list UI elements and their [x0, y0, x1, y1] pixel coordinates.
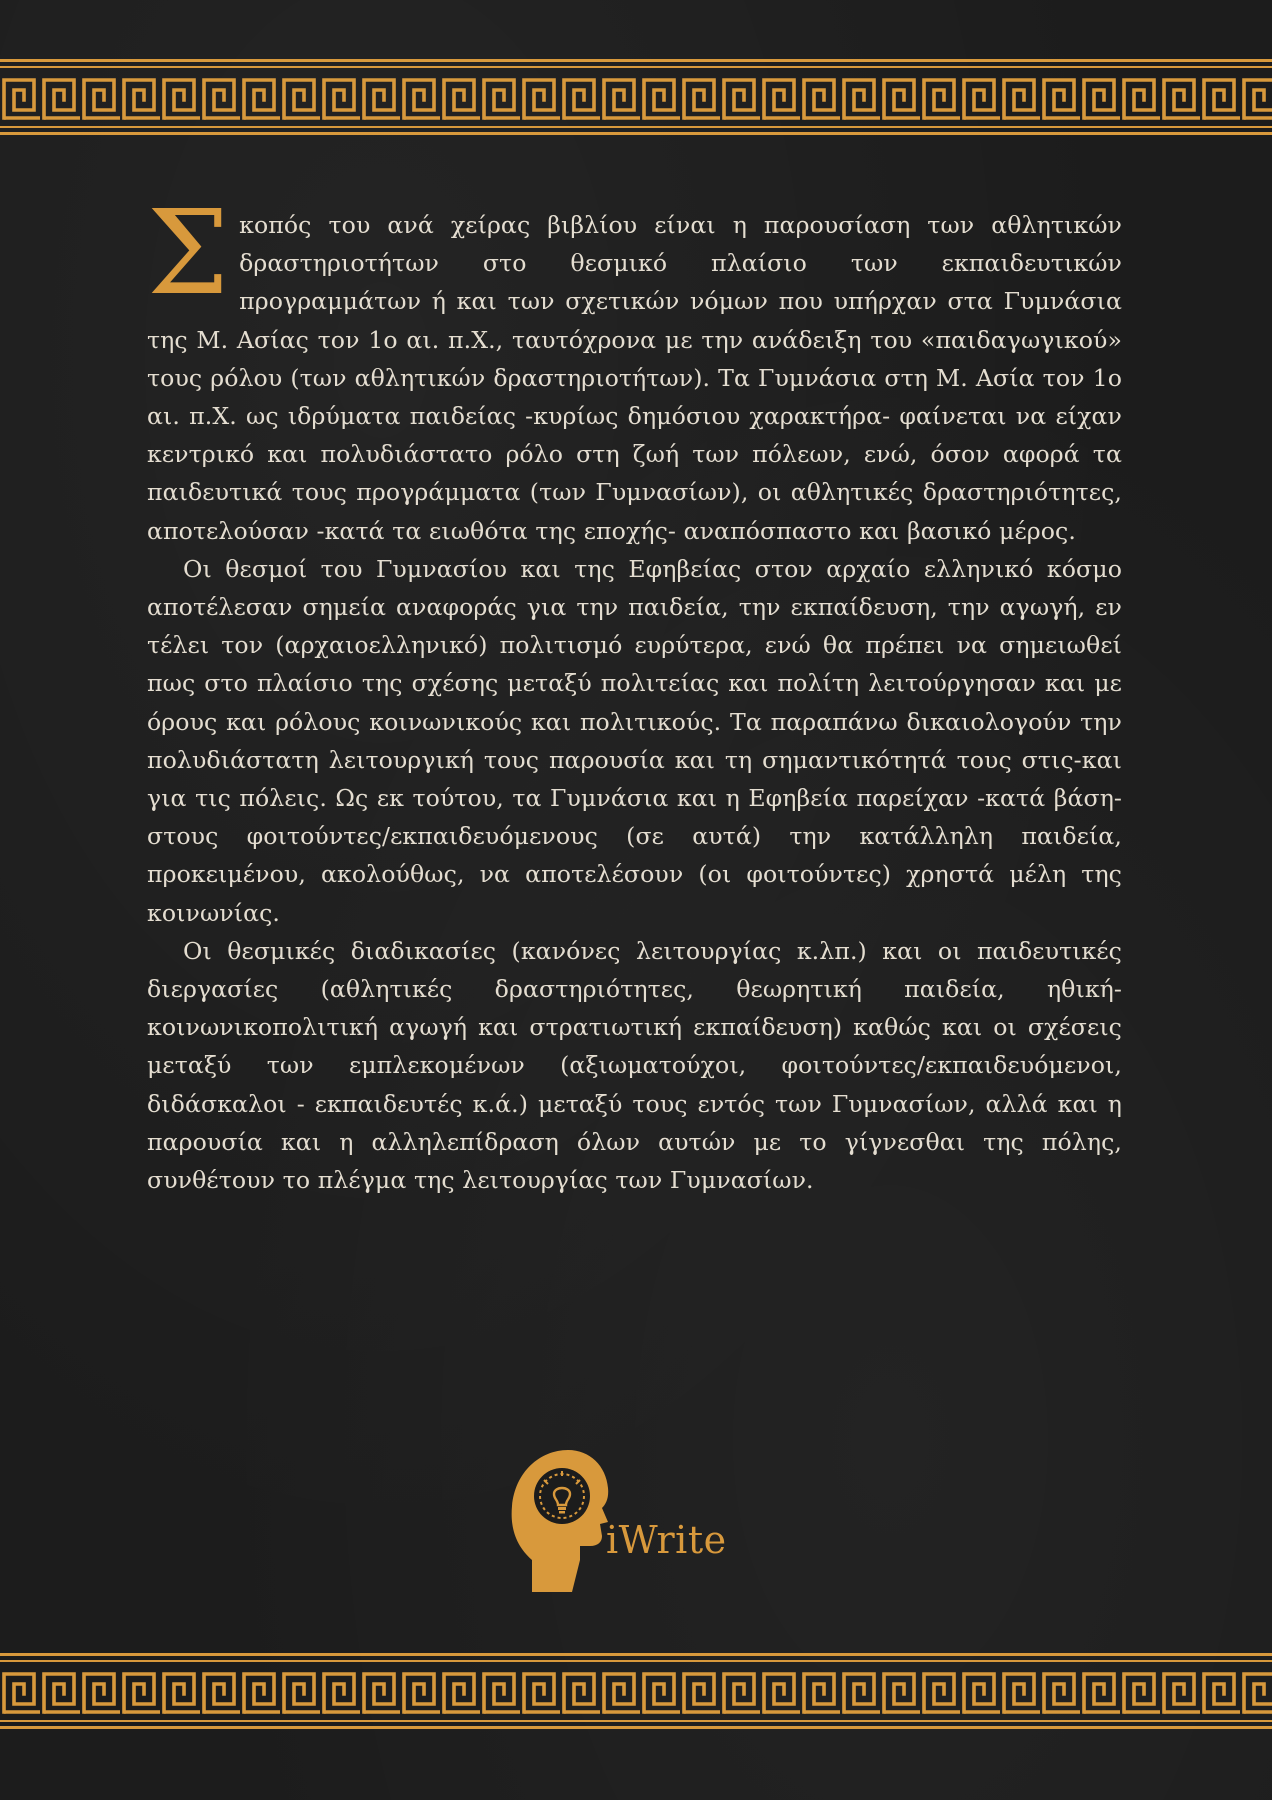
paragraph-1-text: κοπός του ανά χείρας βιβλίου είναι η παρουσίαση των αθλητικών δραστηριοτήτων στο θεσμικό πλαίσιο των εκπαιδευτικών προγραμμάτων ή και των σχετικών νόμων που υπήρχαν στα Γυμνάσια της Μ. Ασίας τον 1ο αι. π.Χ., ταυτόχρονα με την ανάδειξη του «παιδαγωγικού» τους ρόλου (των αθλητικών δραστηριοτήτων). Τα Γυμνάσια στη Μ. Ασία τον 1ο αι. π.Χ. ως ιδρύματα παιδείας -κυρίως δημόσιου χαρακτήρα- φαίνεται να είχαν κεντρικό και πολυδιάστατο ρόλο στη ζωή των πόλεων, ενώ, όσον αφορά τα παιδευτικά τους προγράμματα (των Γυμνασίων), οι αθλητικές δραστηριότητες, αποτελούσαν -κατά τα ειωθότα της εποχής- αναπόσπαστο και βασικό μέρος. — [147, 211, 1122, 545]
head-with-lightbulb-icon — [510, 1442, 610, 1602]
bottom-meander-border — [0, 1652, 1272, 1730]
paragraph-2: Οι θεσμοί του Γυμνασίου και της Εφηβείας στον αρχαίο ελληνικό κόσμο αποτέλεσαν σημεία αναφοράς για την παιδεία, την εκπαίδευση, την αγωγή, εν τέλει τον (αρχαιοελληνικό) πολιτισμό ευρύτερα, ενώ θα πρέπει να σημειωθεί πως στο πλαίσιο της σχέσης μεταξύ πολιτείας και πολίτη λειτούργησαν και με όρους και ρόλους κοινωνικούς και πολιτικούς. Τα παραπάνω δικαιολογούν την πολυδιάστατη λειτουργική τους παρουσία και τη σημαντικότητά τους στις-και για τις πόλεις. Ως εκ τούτου, τα Γυμνάσια και η Εφηβεία παρείχαν -κατά βάση- στους φοιτούντες/εκπαιδευόμενους (σε αυτά) την κατάλληλη παιδεία, προκειμένου, ακολούθως, να αποτελέσουν (οι φοιτούντες) χρηστά μέλη της κοινωνίας. — [147, 554, 1122, 927]
publisher-name: iWrite — [606, 1518, 727, 1562]
back-cover-text — [147, 186, 1122, 1199]
top-meander-border — [0, 58, 1272, 136]
paragraph-3: Οι θεσμικές διαδικασίες (κανόνες λειτουργίας κ.λπ.) και οι παιδευτικές διεργασίες (αθλητικές δραστηριότητες, θεωρητική παιδεία, ηθική-κοινωνικοπολιτική αγωγή και στρατιωτική εκπαίδευση) καθώς και οι σχέσεις μεταξύ των εμπλεκομένων (αξιωματούχοι, φοιτούντες/εκπαιδευόμενοι, διδάσκαλοι - εκπαιδευτές κ.ά.) μεταξύ τους εντός των Γυμνασίων, αλλά και η παρουσία και η αλληλεπίδραση όλων αυτών με το γίγνεσθαι της πόλης, συνθέτουν το πλέγμα της λειτουργίας των Γυμνασίων. — [147, 936, 1122, 1195]
paragraph-1 — [147, 186, 1122, 550]
dropcap-sigma: Σ — [147, 186, 230, 321]
publisher-logo — [510, 1442, 760, 1602]
